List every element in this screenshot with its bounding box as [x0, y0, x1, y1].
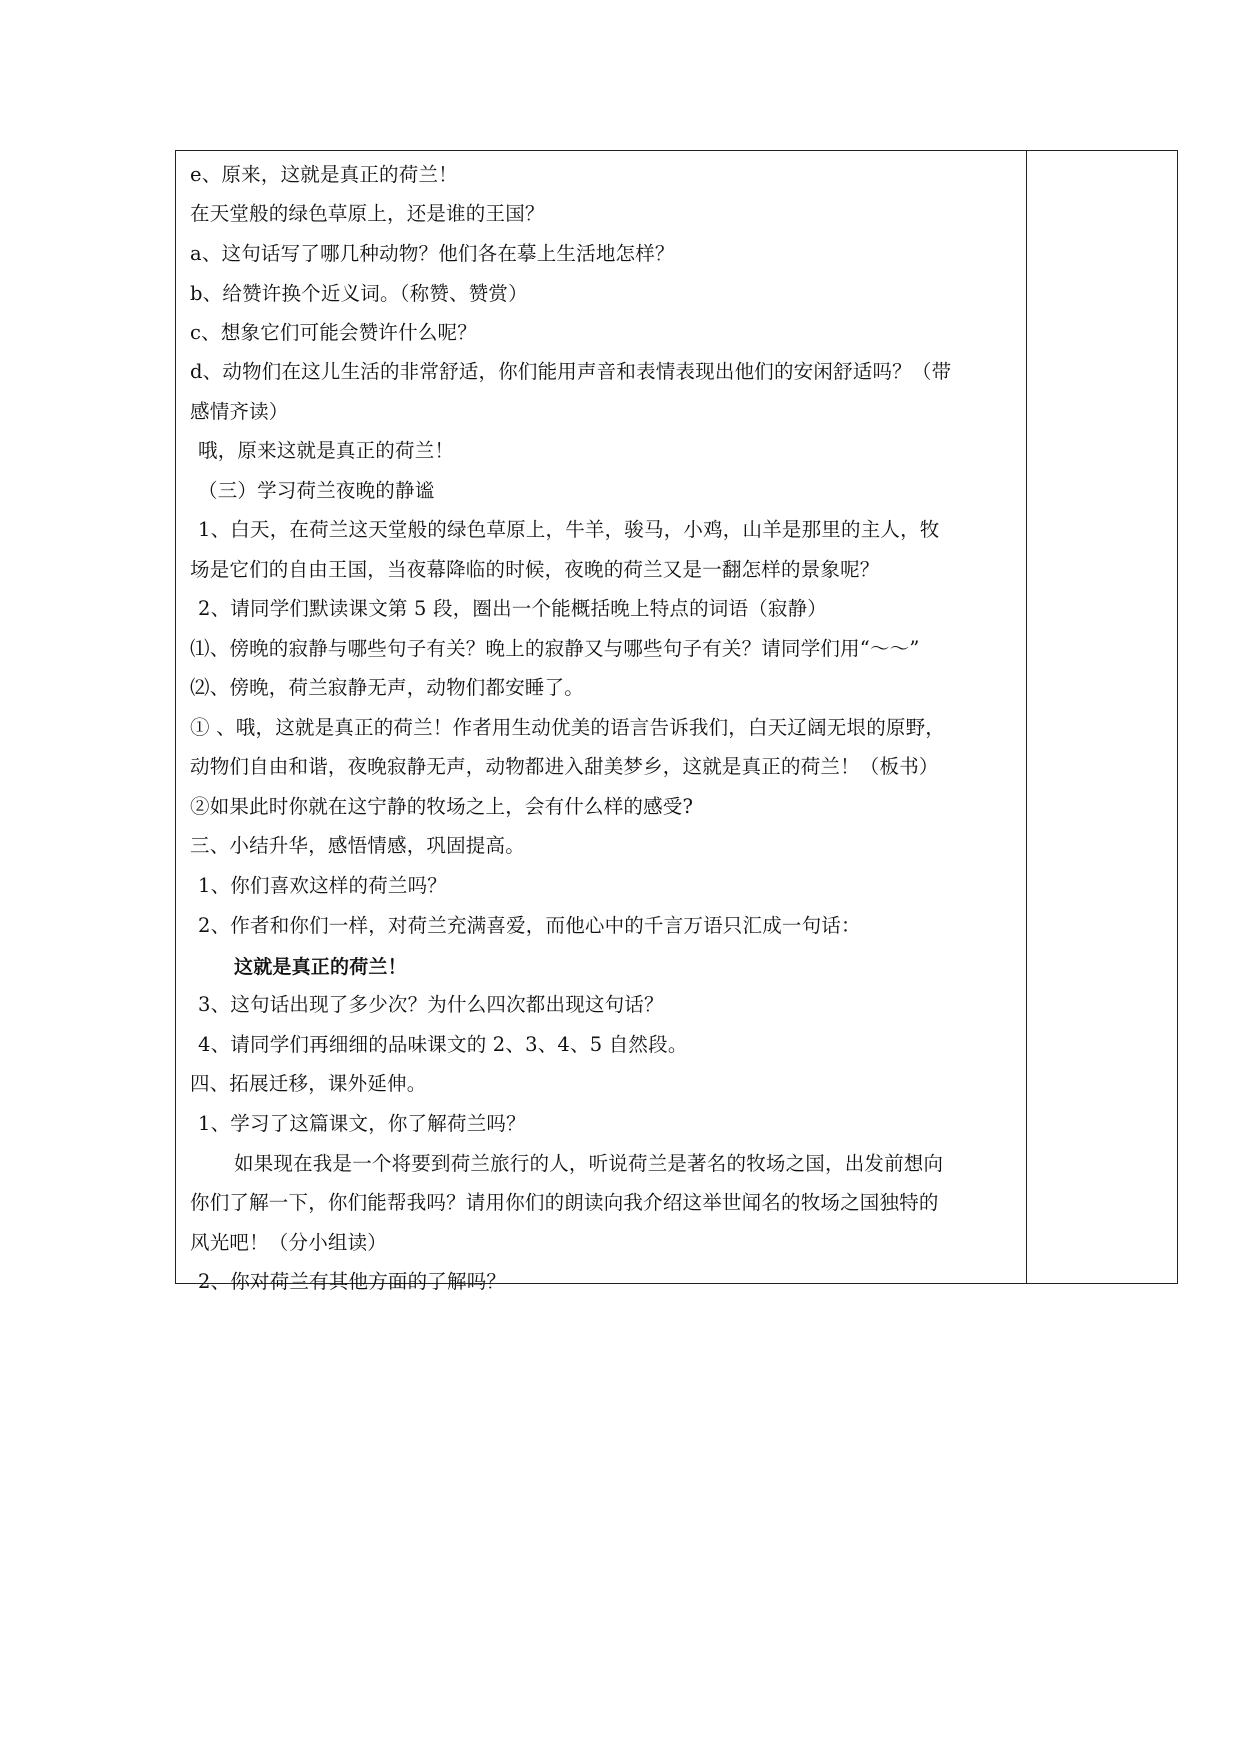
text-line: 风光吧！（分小组读）: [190, 1230, 388, 1254]
lesson-table: [175, 150, 1178, 1293]
text-line: 这就是真正的荷兰！: [234, 955, 407, 978]
notes-cell: [1027, 151, 1177, 1283]
text-line: 感情齐读）: [190, 400, 289, 424]
text-line: a、这句话写了哪几种动物？他们各在摹上生活地怎样？: [190, 241, 675, 265]
text-line: 1、学习了这篇课文，你了解荷兰吗？: [198, 1111, 526, 1135]
text-line: ⑴、傍晚的寂静与哪些句子有关？晚上的寂静又与哪些句子有关？请同学们用“～～”: [190, 637, 920, 661]
text-line: e、原来，这就是真正的荷兰！: [190, 162, 458, 186]
text-line: 场是它们的自由王国，当夜幕降临的时候，夜晚的荷兰又是一翻怎样的景象呢？: [190, 558, 880, 582]
text-line: ②如果此时你就在这宁静的牧场之上，会有什么样的感受?: [190, 795, 694, 819]
text-line: 3、这句话出现了多少次？为什么四次都出现这句话？: [198, 993, 664, 1017]
text-line: 2、作者和你们一样，对荷兰充满喜爱，而他心中的千言万语只汇成一句话：: [198, 914, 861, 938]
text-line: ① 、哦，这就是真正的荷兰！作者用生动优美的语言告诉我们，白天辽阔无垠的原野，: [190, 716, 945, 740]
text-line: 1、白天，在荷兰这天堂般的绿色草原上，牛羊，骏马，小鸡，山羊是那里的主人，牧: [198, 518, 940, 542]
lesson-content-cell: [176, 151, 1027, 1293]
text-line: 哦，原来这就是真正的荷兰！: [198, 438, 455, 462]
text-line: 你们了解一下，你们能帮我吗？请用你们的朗读向我介绍这举世闻名的牧场之国独特的: [190, 1190, 939, 1214]
text-line: 4、请同学们再细细的品味课文的 2、3、4、5 自然段。: [198, 1032, 688, 1056]
text-line: ⑵、傍晚，荷兰寂静无声，动物们都安睡了。: [190, 676, 585, 700]
text-line: b、给赞许换个近义词。（称赞、赞赏）: [190, 281, 528, 305]
text-line: 2、你对荷兰有其他方面的了解吗？: [198, 1269, 507, 1293]
text-line: 三、小结升华，感悟情感，巩固提高。: [190, 834, 525, 858]
text-line: 动物们自由和谐，夜晚寂静无声，动物都进入甜美梦乡，这就是真正的荷兰！（板书）: [190, 755, 939, 779]
text-line: 1、你们喜欢这样的荷兰吗？: [198, 874, 448, 898]
text-line: d、动物们在这儿生活的非常舒适，你们能用声音和表情表现出他们的安闲舒适吗？（带: [190, 360, 952, 384]
text-line: 2、请同学们默读课文第 5 段，圈出一个能概括晚上特点的词语（寂静）: [198, 597, 828, 621]
text-line: （三）学习荷兰夜晚的静谧: [198, 478, 435, 502]
text-line: 如果现在我是一个将要到荷兰旅行的人，听说荷兰是著名的牧场之国，出发前想向: [234, 1151, 944, 1175]
text-line: 四、拓展迁移，课外延伸。: [190, 1071, 427, 1095]
text-line: 在天堂般的绿色草原上，还是谁的王国？: [190, 201, 545, 225]
text-line: c、想象它们可能会赞许什么呢？: [190, 321, 477, 345]
